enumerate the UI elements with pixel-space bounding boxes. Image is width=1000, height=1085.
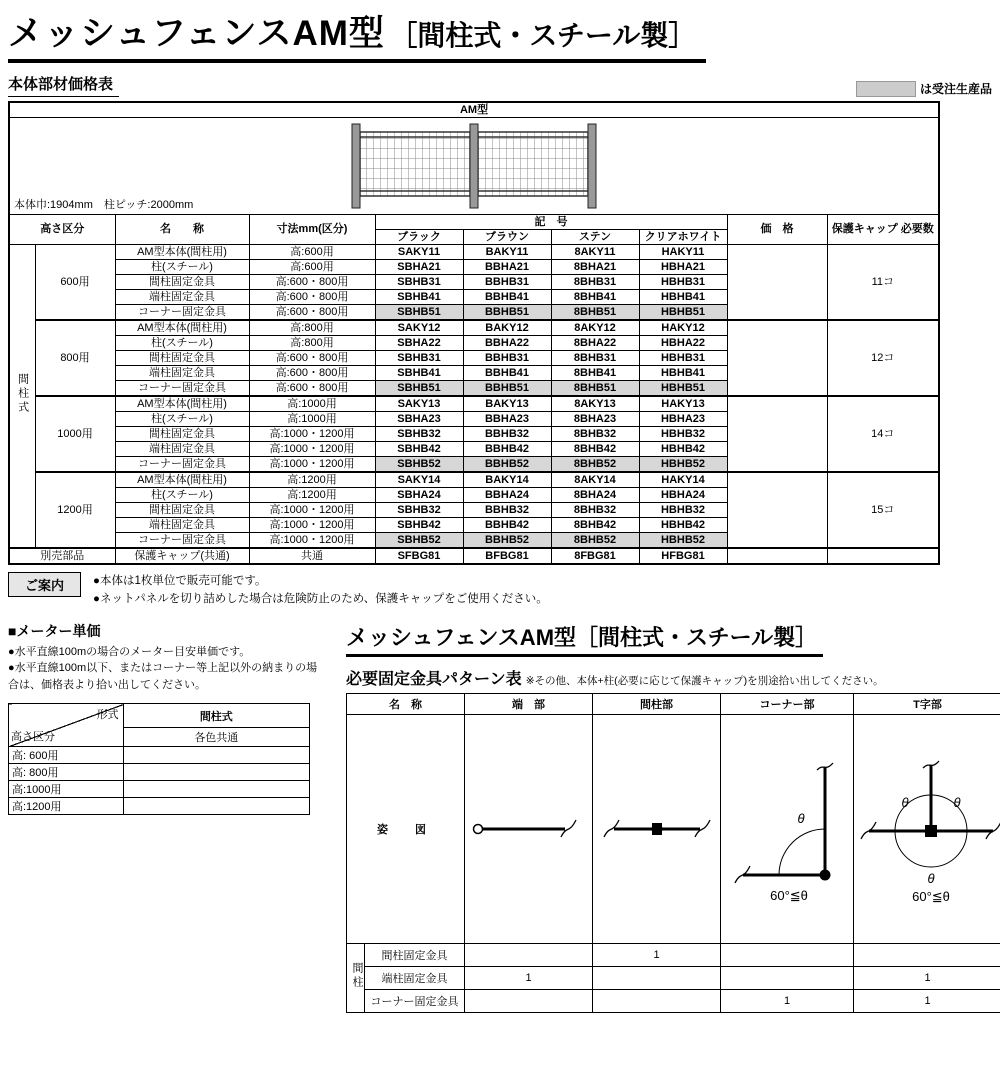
- code-cell: HBHB52: [639, 457, 727, 473]
- code-cell: 8BHA24: [551, 488, 639, 503]
- code-cell: SBHB41: [375, 290, 463, 305]
- diagonal-header-cell: [9, 704, 124, 747]
- code-cell: BBHA22: [463, 336, 551, 351]
- code-cell: BBHB51: [463, 305, 551, 321]
- code-cell: HBHB51: [639, 305, 727, 321]
- meter-height-cell: 高:1000用: [9, 781, 124, 798]
- size-cell: 高:600用: [249, 245, 375, 260]
- meter-price-cell: [123, 764, 309, 781]
- end-figure-cell: [465, 714, 593, 943]
- pattern-col-corner: コーナー部: [721, 693, 854, 714]
- tee-figure-cell: [854, 714, 1000, 943]
- code-cell: SBHA22: [375, 336, 463, 351]
- pattern-note: ※その他、本体+柱(必要に応じて保護キャップ)を別途拾い出してください。: [525, 674, 884, 687]
- table-row: [347, 989, 1000, 1012]
- table-row: [9, 245, 939, 260]
- table-row: [347, 943, 1000, 966]
- code-cell: HAKY12: [639, 320, 727, 336]
- code-cell: BBHA24: [463, 488, 551, 503]
- svg-text:θ: θ: [901, 794, 909, 810]
- code-cell: BAKY11: [463, 245, 551, 260]
- code-cell: BBHB31: [463, 275, 551, 290]
- figure-row: [347, 714, 1000, 943]
- table-row: [9, 320, 939, 336]
- code-cell: HAKY13: [639, 396, 727, 412]
- name-cell: 端柱固定金具: [115, 366, 249, 381]
- code-cell: BFBG81: [463, 548, 551, 564]
- diagonal-header-bottom: 高さ区分: [11, 731, 55, 744]
- code-cell: BAKY13: [463, 396, 551, 412]
- code-cell: HBHA22: [639, 336, 727, 351]
- code-cell: HBHA24: [639, 488, 727, 503]
- meter-subheader: 各色共通: [123, 728, 309, 747]
- svg-text:θ: θ: [927, 870, 935, 886]
- meter-note: ●水平直線100mの場合のメーター目安単価です。: [8, 645, 251, 658]
- price-cell: [727, 472, 827, 548]
- bracket-name-cell: 端柱固定金具: [365, 966, 465, 989]
- tee-diagram: [856, 753, 1000, 905]
- name-cell: コーナー固定金具: [115, 457, 249, 473]
- col-header-clearwhite: クリアホワイト: [639, 230, 727, 245]
- code-cell: BBHB32: [463, 427, 551, 442]
- size-cell: 高:1000・1200用: [249, 518, 375, 533]
- code-cell: SBHB52: [375, 533, 463, 549]
- code-cell: 8FBG81: [551, 548, 639, 564]
- code-cell: SAKY11: [375, 245, 463, 260]
- code-cell: HBHA21: [639, 260, 727, 275]
- name-cell: 柱(スチール): [115, 336, 249, 351]
- code-cell: SBHA21: [375, 260, 463, 275]
- code-cell: 8BHA21: [551, 260, 639, 275]
- meter-price-cell: [123, 747, 309, 764]
- made-to-order-label: は受注生産品: [919, 82, 992, 96]
- col-header-height: 高さ区分: [9, 215, 115, 245]
- pattern-col-end: 端 部: [465, 693, 593, 714]
- code-cell: 8BHB32: [551, 503, 639, 518]
- size-cell: 高:800用: [249, 320, 375, 336]
- qty-cell: 1: [854, 989, 1000, 1012]
- code-cell: 8BHB31: [551, 351, 639, 366]
- code-cell: BBHB51: [463, 381, 551, 397]
- size-cell: 高:1000・1200用: [249, 457, 375, 473]
- code-cell: SAKY13: [375, 396, 463, 412]
- bracket-name-cell: コーナー固定金具: [365, 989, 465, 1012]
- pattern-heading: メッシュフェンスAM型［間柱式・スチール製］: [346, 621, 823, 657]
- code-cell: HBHB42: [639, 442, 727, 457]
- code-cell: 8AKY13: [551, 396, 639, 412]
- code-cell: BBHA23: [463, 412, 551, 427]
- qty-cell: 1: [593, 943, 721, 966]
- col-header-size: 寸法mm(区分): [249, 215, 375, 245]
- col-header-brown: ブラウン: [463, 230, 551, 245]
- table-row: [9, 472, 939, 488]
- code-cell: SBHB31: [375, 275, 463, 290]
- page-title-bracket: ［間柱式・スチール製］: [389, 20, 697, 51]
- code-cell: BAKY12: [463, 320, 551, 336]
- code-cell: HBHB32: [639, 503, 727, 518]
- code-cell: HBHB52: [639, 533, 727, 549]
- guide-item: ●本体は1枚単位で販売可能です。: [93, 575, 267, 587]
- code-cell: BAKY14: [463, 472, 551, 488]
- code-cell: BBHB42: [463, 442, 551, 457]
- name-cell: AM型本体(間柱用): [115, 396, 249, 412]
- meter-price-cell: [123, 781, 309, 798]
- code-cell: HBHB41: [639, 366, 727, 381]
- code-cell: SBHA23: [375, 412, 463, 427]
- fence-illustration: [324, 118, 624, 214]
- guide-items: [93, 572, 548, 609]
- size-cell: 高:1000用: [249, 412, 375, 427]
- qty-cell: [854, 943, 1000, 966]
- height-cell: 600用: [35, 245, 115, 321]
- code-cell: 8AKY11: [551, 245, 639, 260]
- code-cell: BBHB52: [463, 533, 551, 549]
- code-cell: HBHB31: [639, 275, 727, 290]
- name-cell: 端柱固定金具: [115, 290, 249, 305]
- code-cell: 8BHB52: [551, 457, 639, 473]
- qty-cell: [465, 989, 593, 1012]
- code-cell: SBHB42: [375, 442, 463, 457]
- meter-note: ●水平直線100m以下、またはコーナー等上記以外の納まりの場合は、価格表より拾い出してください。: [8, 662, 318, 691]
- code-cell: HBHB41: [639, 290, 727, 305]
- end-post-diagram: [469, 809, 589, 849]
- name-cell: 柱(スチール): [115, 260, 249, 275]
- caps-count-cell: 14コ: [827, 396, 939, 472]
- meter-height-cell: 高:1200用: [9, 798, 124, 815]
- code-cell: HBHA23: [639, 412, 727, 427]
- svg-text:θ: θ: [953, 794, 961, 810]
- code-cell: HBHB32: [639, 427, 727, 442]
- size-cell: 高:1200用: [249, 472, 375, 488]
- qty-cell: [593, 966, 721, 989]
- fence-illustration-cell: [9, 118, 939, 215]
- table-row: [9, 798, 310, 815]
- table-row: [9, 548, 939, 564]
- pattern-table: [346, 693, 1000, 1013]
- code-cell: SBHB31: [375, 351, 463, 366]
- price-table-subtitle: 本体部材価格表: [8, 73, 119, 97]
- code-cell: 8BHB42: [551, 518, 639, 533]
- code-cell: 8BHA22: [551, 336, 639, 351]
- code-cell: 8BHB41: [551, 366, 639, 381]
- size-cell: 共通: [249, 548, 375, 564]
- meter-section: [8, 621, 320, 1013]
- meter-col-header: 間柱式: [123, 704, 309, 728]
- name-cell: 間柱固定金具: [115, 427, 249, 442]
- pattern-section: [346, 621, 1000, 1013]
- code-cell: 8BHB41: [551, 290, 639, 305]
- code-cell: BBHB41: [463, 366, 551, 381]
- meter-heading: ■メーター単価: [8, 622, 101, 639]
- subtitle-row: [8, 73, 992, 97]
- qty-cell: [721, 943, 854, 966]
- price-cell: [727, 396, 827, 472]
- code-cell: 8BHB52: [551, 533, 639, 549]
- size-cell: 高:600用: [249, 260, 375, 275]
- qty-cell: [593, 989, 721, 1012]
- code-cell: SBHB51: [375, 381, 463, 397]
- col-header-black: ブラック: [375, 230, 463, 245]
- diagonal-header-top: 形式: [96, 709, 119, 722]
- pattern-subheading: 必要固定金具パターン表: [346, 670, 522, 688]
- height-cell: 1200用: [35, 472, 115, 548]
- meter-notes: [8, 644, 320, 694]
- code-cell: HBHB42: [639, 518, 727, 533]
- meter-height-cell: 高: 600用: [9, 747, 124, 764]
- corner-diagram: [723, 753, 853, 905]
- size-cell: 高:1000用: [249, 396, 375, 412]
- figure-label: 姿 図: [347, 714, 465, 943]
- table-row: [347, 966, 1000, 989]
- code-cell: SBHB32: [375, 427, 463, 442]
- size-cell: 高:800用: [249, 336, 375, 351]
- pattern-col-mid: 間柱部: [593, 693, 721, 714]
- code-cell: 8BHB51: [551, 381, 639, 397]
- size-cell: 高:600・800用: [249, 305, 375, 321]
- code-cell: BBHB52: [463, 457, 551, 473]
- name-cell: AM型本体(間柱用): [115, 245, 249, 260]
- bracket-name-cell: 間柱固定金具: [365, 943, 465, 966]
- code-cell: SBHB41: [375, 366, 463, 381]
- side-label-mabashira: 間柱式: [9, 245, 35, 549]
- code-cell: BBHB32: [463, 503, 551, 518]
- caps-count-cell: 12コ: [827, 320, 939, 396]
- meter-height-cell: 高: 800用: [9, 764, 124, 781]
- corner-figure-cell: [721, 714, 854, 943]
- code-cell: SBHA24: [375, 488, 463, 503]
- size-cell: 高:600・800用: [249, 351, 375, 366]
- pattern-col-tee: T字部: [854, 693, 1000, 714]
- code-cell: HBHB31: [639, 351, 727, 366]
- code-cell: SBHB51: [375, 305, 463, 321]
- name-cell: 間柱固定金具: [115, 275, 249, 290]
- code-cell: 8BHB31: [551, 275, 639, 290]
- page-title: メッシュフェンスAM型: [8, 14, 385, 53]
- col-header-name: 名 称: [115, 215, 249, 245]
- mid-post-diagram: [597, 809, 717, 849]
- height-cell: 1000用: [35, 396, 115, 472]
- name-cell: 柱(スチール): [115, 488, 249, 503]
- col-header-price: 価 格: [727, 215, 827, 245]
- code-cell: SBHB42: [375, 518, 463, 533]
- code-cell: BBHB31: [463, 351, 551, 366]
- name-cell: 保護キャップ(共通): [115, 548, 249, 564]
- price-table: [8, 101, 940, 565]
- code-cell: SBHB32: [375, 503, 463, 518]
- name-cell: コーナー固定金具: [115, 533, 249, 549]
- caps-count-cell: [827, 548, 939, 564]
- size-cell: 高:600・800用: [249, 275, 375, 290]
- model-header: AM型: [9, 102, 939, 118]
- table-row: [9, 781, 310, 798]
- size-cell: 高:1000・1200用: [249, 427, 375, 442]
- name-cell: 間柱固定金具: [115, 351, 249, 366]
- name-cell: 間柱固定金具: [115, 503, 249, 518]
- extra-parts-label: 別売部品: [9, 548, 115, 564]
- code-cell: SAKY12: [375, 320, 463, 336]
- code-cell: BBHB42: [463, 518, 551, 533]
- fence-dimensions-caption: 本体巾:1904mm 柱ピッチ:2000mm: [14, 199, 194, 212]
- price-cell: [727, 320, 827, 396]
- pattern-side-label: 間柱: [347, 943, 365, 1012]
- code-cell: 8BHB42: [551, 442, 639, 457]
- table-row: [9, 396, 939, 412]
- code-cell: 8AKY14: [551, 472, 639, 488]
- svg-text:60°≦θ: 60°≦θ: [912, 888, 950, 904]
- mid-figure-cell: [593, 714, 721, 943]
- pattern-col-name: 名 称: [347, 693, 465, 714]
- size-cell: 高:600・800用: [249, 381, 375, 397]
- code-cell: HAKY14: [639, 472, 727, 488]
- code-cell: HAKY11: [639, 245, 727, 260]
- code-cell: HFBG81: [639, 548, 727, 564]
- code-cell: BBHA21: [463, 260, 551, 275]
- svg-text:θ: θ: [797, 810, 805, 826]
- code-cell: SAKY14: [375, 472, 463, 488]
- page-title-block: [8, 6, 706, 63]
- meter-table: [8, 703, 310, 815]
- code-cell: 8BHB51: [551, 305, 639, 321]
- guide-label: ご案内: [8, 572, 81, 597]
- table-row: [9, 764, 310, 781]
- height-cell: 800用: [35, 320, 115, 396]
- made-to-order-note: [856, 80, 992, 97]
- bottom-section: [8, 621, 992, 1013]
- price-cell: [727, 245, 827, 321]
- size-cell: 高:600・800用: [249, 290, 375, 305]
- col-header-symbol: 記 号: [375, 215, 727, 230]
- qty-cell: [465, 943, 593, 966]
- guide-section: [8, 572, 992, 609]
- col-header-stainless: ステン: [551, 230, 639, 245]
- price-cell: [727, 548, 827, 564]
- meter-price-cell: [123, 798, 309, 815]
- code-cell: SBHB52: [375, 457, 463, 473]
- name-cell: AM型本体(間柱用): [115, 320, 249, 336]
- size-cell: 高:1000・1200用: [249, 503, 375, 518]
- code-cell: SFBG81: [375, 548, 463, 564]
- guide-item: ●ネットパネルを切り詰めした場合は危険防止のため、保護キャップをご使用ください。: [93, 592, 548, 605]
- qty-cell: 1: [854, 966, 1000, 989]
- name-cell: AM型本体(間柱用): [115, 472, 249, 488]
- name-cell: 柱(スチール): [115, 412, 249, 427]
- caps-count-cell: 11コ: [827, 245, 939, 321]
- svg-text:60°≦θ: 60°≦θ: [770, 887, 808, 903]
- size-cell: 高:1000・1200用: [249, 533, 375, 549]
- size-cell: 高:1000・1200用: [249, 442, 375, 457]
- name-cell: 端柱固定金具: [115, 442, 249, 457]
- code-cell: 8BHB32: [551, 427, 639, 442]
- code-cell: HBHB51: [639, 381, 727, 397]
- table-row: [9, 747, 310, 764]
- col-header-caps: 保護キャップ 必要数: [827, 215, 939, 245]
- code-cell: 8BHA23: [551, 412, 639, 427]
- name-cell: コーナー固定金具: [115, 381, 249, 397]
- pattern-subheading-row: [346, 666, 1000, 689]
- size-cell: 高:1200用: [249, 488, 375, 503]
- qty-cell: [721, 966, 854, 989]
- qty-cell: 1: [721, 989, 854, 1012]
- gray-swatch: [856, 81, 916, 97]
- size-cell: 高:600・800用: [249, 366, 375, 381]
- name-cell: 端柱固定金具: [115, 518, 249, 533]
- name-cell: コーナー固定金具: [115, 305, 249, 321]
- code-cell: 8AKY12: [551, 320, 639, 336]
- code-cell: BBHB41: [463, 290, 551, 305]
- caps-count-cell: 15コ: [827, 472, 939, 548]
- qty-cell: 1: [465, 966, 593, 989]
